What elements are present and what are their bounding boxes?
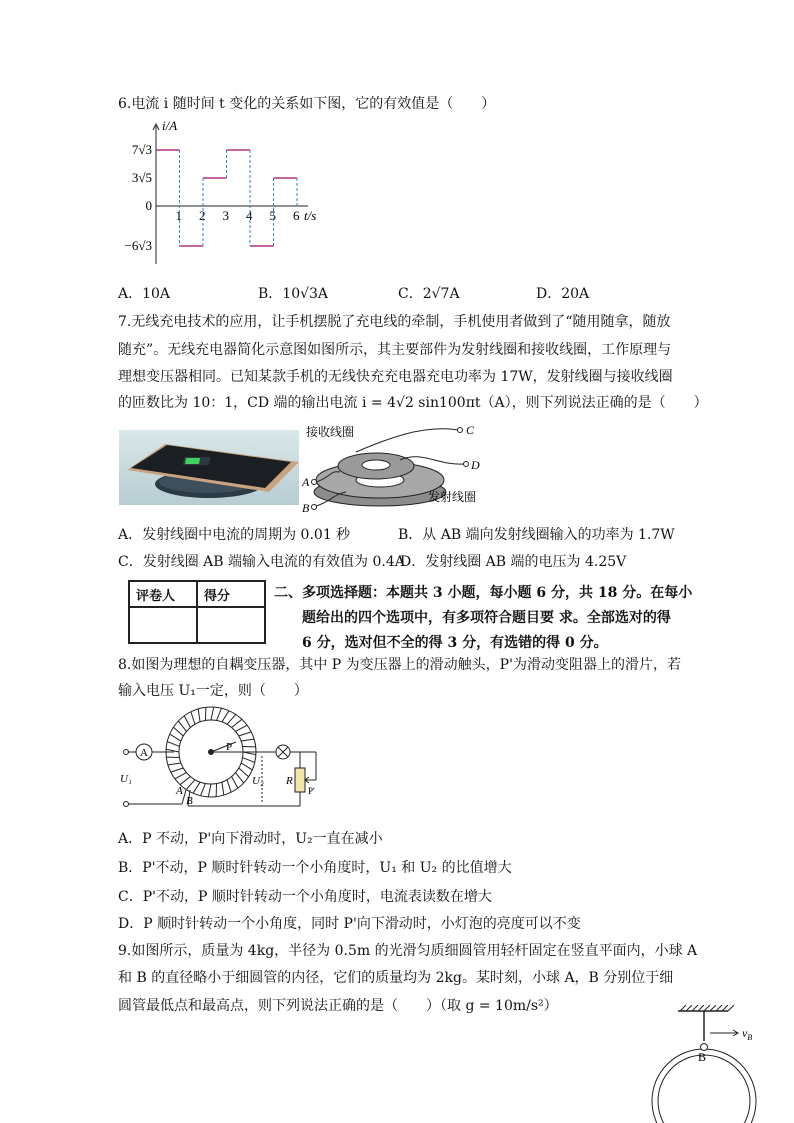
- q9-line-2: 和 B 的直径略小于细圆管的内径，它们的质量均为 2kg。某时刻，小球 A，B 分别位于细: [118, 970, 674, 986]
- ammeter-label: A: [140, 747, 148, 759]
- q7-option-b[interactable]: B．从 AB 端向发射线圈输入的功率为 1.7W: [398, 527, 675, 543]
- q6-stem: 6.电流 i 随时间 t 变化的关系如下图，它的有效值是（ ）: [118, 96, 496, 112]
- section2-line-3: 6 分，选对但不全的得 3 分，有选错的得 0 分。: [302, 635, 608, 651]
- x-tick-label: 5: [269, 208, 276, 223]
- autotransformer-circuit: [116, 706, 336, 816]
- q8-option-b[interactable]: B．P'不动，P 顺时针转动一个小角度时，U₁ 和 U₂ 的比值增大: [118, 860, 512, 876]
- y-tick-label: 7√3: [131, 142, 152, 157]
- x-axis-label: t/s: [304, 208, 317, 223]
- y-tick-label: −6√3: [124, 238, 152, 253]
- y-tick-label: 0: [145, 198, 152, 213]
- q8-option-a[interactable]: A．P 不动，P'向下滑动时，U₂一直在减小: [118, 831, 383, 847]
- slider-p-label: P: [226, 741, 233, 753]
- terminal-a: A: [302, 475, 310, 489]
- phone-charger-photo: [119, 430, 299, 505]
- point-b-label: B: [186, 795, 193, 807]
- q9-line-1: 9.如图所示，质量为 4kg，半径为 0.5m 的光滑匀质细圆管用轻杆固定在竖直平面内，小球 A: [118, 943, 698, 959]
- velocity-label: $v_B$: [742, 1026, 753, 1042]
- x-tick-label: 1: [175, 208, 182, 223]
- q7-line-4: 的匝数比为 10：1，CD 端的输出电流 i = 4√2 sin100πt（A），则下列说法正确的是（ ）: [118, 395, 708, 411]
- q6-chart: [118, 116, 338, 268]
- q7-line-3: 理想变压器相同。已知某款手机的无线快充充电器充电功率为 17W，发射线圈与接收线圈: [118, 369, 673, 385]
- x-tick-label: 4: [246, 208, 253, 223]
- q8-option-c[interactable]: C．P'不动，P 顺时针转动一个小角度时，电流表读数在增大: [118, 889, 492, 905]
- y-axis-label: i/A: [162, 118, 178, 133]
- u2-label: U₂: [252, 775, 264, 787]
- q7-option-a[interactable]: A．发射线圈中电流的周期为 0.01 秒: [118, 527, 351, 543]
- u1-label: U₁: [120, 773, 132, 785]
- point-a-label: A: [176, 785, 183, 797]
- q7-option-c[interactable]: C．发射线圈 AB 端输入电流的有效值为 0.4A: [118, 554, 405, 570]
- x-tick-label: 6: [293, 208, 300, 223]
- q8-line-2: 输入电压 U₁一定，则（ ）: [118, 683, 308, 699]
- ring-tube-diagram: [648, 1005, 768, 1123]
- resistor-r-label: R: [286, 775, 293, 787]
- q6-option-b[interactable]: B．10√3A: [258, 286, 329, 302]
- score-cell: [197, 607, 265, 643]
- grader-header: 评卷人: [129, 581, 197, 607]
- q8-line-1: 8.如图为理想的自耦变压器，其中 P 为变压器上的滑动触头，P'为滑动变阻器上的滑片，若: [118, 657, 681, 673]
- score-header: 得分: [197, 581, 265, 607]
- x-tick-label: 2: [199, 208, 206, 223]
- q7-option-d[interactable]: D．发射线圈 AB 端的电压为 4.25V: [400, 554, 627, 570]
- transmit-coil-label: 发射线圈: [428, 490, 477, 504]
- grader-cell: [129, 607, 197, 643]
- q6-option-d[interactable]: D．20A: [536, 286, 590, 302]
- terminal-b: B: [302, 501, 310, 515]
- q7-line-2: 随充”。无线充电器简化示意图如图所示，其主要部件为发射线圈和接收线圈，工作原理与: [118, 342, 672, 358]
- grading-table: [128, 580, 266, 644]
- section2-line-1: 二、多项选择题：本题共 3 小题，每小题 6 分，共 18 分。在每小: [274, 585, 693, 601]
- q9-line-3: 圆管最低点和最高点，则下列说法正确的是（ ）（取 g = 10m/s²）: [118, 998, 558, 1014]
- terminal-c: C: [466, 423, 475, 437]
- q6-option-a[interactable]: A．10A: [118, 286, 171, 302]
- q6-option-c[interactable]: C．2√7A: [398, 286, 460, 302]
- q7-line-1: 7.无线充电技术的应用，让手机摆脱了充电线的牵制，手机使用者做到了“随用随拿，随放: [118, 314, 671, 330]
- receive-coil-label: 接收线圈: [306, 425, 355, 439]
- terminal-d: D: [471, 458, 480, 472]
- y-tick-label: 3√5: [131, 170, 152, 185]
- slider-pp-label: P': [308, 786, 315, 796]
- x-tick-label: 3: [222, 208, 229, 223]
- ball-b-label: B: [698, 1050, 707, 1064]
- q8-option-d[interactable]: D．P 顺时针转动一个小角度，同时 P'向下滑动时，小灯泡的亮度可以不变: [118, 916, 581, 932]
- section2-line-2: 题给出的四个选项中，有多项符合题目要 求。全部选对的得: [302, 610, 671, 626]
- wireless-coil-diagram: [300, 420, 490, 515]
